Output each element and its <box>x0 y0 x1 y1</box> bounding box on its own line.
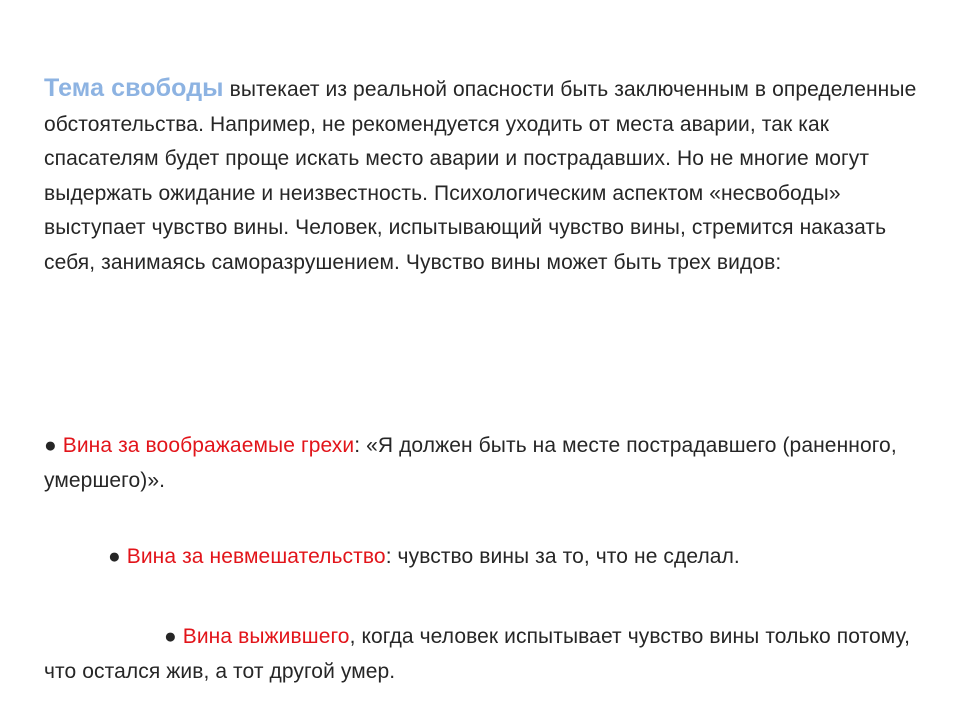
bullet-text: : «Я должен быть на месте пострадавшего (раненного, умершего)». <box>44 434 897 492</box>
intro-paragraph <box>44 71 924 280</box>
bullet-text: , когда человек испытывает чувство вины только потому, что остался жив, а тот другой умер. <box>44 625 911 683</box>
bullet-item-survivor <box>44 620 924 689</box>
bullet-marker: ● <box>164 625 177 648</box>
bullet-item-imagined-sins <box>44 429 924 498</box>
bullet-term: Вина за невмешательство <box>126 545 386 568</box>
bullet-marker: ● <box>108 545 121 568</box>
intro-text: вытекает из реальной опасности быть заключенным в определенные обстоятельства. Например, не рекомендуется уходить от места аварии, так как спасателям будет проще искать место аварии и пострадавших. Но не многие могут выдержать ожидание и неизвестность. Психологическим аспектом «несвободы» выступает чувство вины. Человек, испытывающий чувство вины, стремится наказать себя, занимаясь саморазрушением. Чувство вины может быть трех видов: <box>44 78 917 274</box>
bullet-term: Вина выжившего <box>182 625 350 648</box>
topic-heading: Тема свободы <box>44 74 224 102</box>
bullet-text: : чувство вины за то, что не сделал. <box>385 545 740 568</box>
bullet-marker: ● <box>44 434 57 457</box>
bullet-item-non-intervention <box>108 540 928 575</box>
bullet-term: Вина за воображаемые грехи <box>62 434 355 457</box>
